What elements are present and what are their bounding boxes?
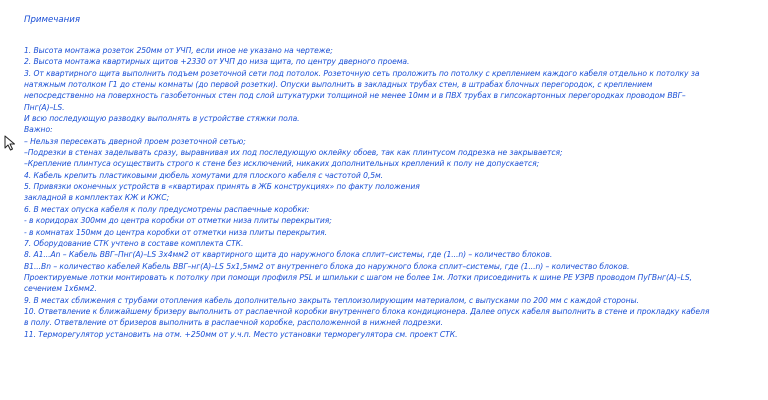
note-line: - в коридорах 300мм до центра коробки от отметки низа плиты перекрытия; bbox=[24, 216, 332, 226]
note-line: –Крепление плинтуса осуществить строго к стене без исключений, никаких дополнительных креплений к полу не допускается; bbox=[24, 159, 540, 169]
note-line: Важно: bbox=[24, 125, 53, 135]
mouse-pointer-icon bbox=[4, 135, 16, 151]
note-line: 7. Оборудование СТК учтено в составе комплекта СТК. bbox=[24, 238, 244, 248]
note-line: 9. В местах сближения с трубами отопления кабель дополнительно закрыть теплоизолирующим материалом, с выпусками по 200 мм с каждой стороны. bbox=[24, 295, 639, 305]
notes-body bbox=[24, 45, 756, 340]
note-line: 1. Высота монтажа розеток 250мм от УЧП, если иное не указано на чертеже; bbox=[24, 46, 333, 55]
note-line: натяжным потолком Г1 до стены комнаты (до первой розетки). Опуски выполнить в закладных трубах стен, в штрабах блочных перегородок, с креплением bbox=[24, 80, 653, 90]
note-line: 11. Терморегулятор установить на отм. +250мм от у.ч.п. Место установки терморегулятора см. проект СТК. bbox=[24, 329, 458, 339]
note-line: 8. А1...Аn – Кабель ВВГ–Пнг(А)–LS 3х4мм2 от квартирного щита до наружного блока сплит–системы, где (1...n) – количество блоков. bbox=[24, 250, 553, 260]
note-line: 10. Ответвление к ближайшему бризеру выполнить от распаечной коробки внутреннего блока кондиционера. Далее опуск кабеля выполнить в стене и прокладку кабеля bbox=[24, 306, 710, 316]
note-line: 2. Высота монтажа квартирных щитов +2330 от УЧП до низа щита, по центру дверного проема. bbox=[24, 57, 410, 67]
note-line: 4. Кабель крепить пластиковыми дюбель хомутами для плоского кабеля с частотой 0,5м. bbox=[24, 170, 384, 180]
note-line: непосредственно на поверхность газобетонных стен под слой штукатурки толщиной не менее 10мм и в ПВХ трубах в гипсокартонных перегородках проводом ВВГ– bbox=[24, 91, 686, 101]
note-line: сечением 1х6мм2. bbox=[24, 284, 97, 294]
note-line: Пнг(А)–LS. bbox=[24, 102, 65, 112]
note-line: И всю последующую разводку выполнять в устройстве стяжки пола. bbox=[24, 114, 300, 124]
note-line: –Подрезки в стенах заделывать сразу, выравнивая их под последующую оклейку обоев, так как плинтусом подрезка не закрывается; bbox=[24, 148, 563, 158]
note-line: 3. От квартирного щита выполнить подъем розеточной сети под потолок. Розеточную сеть проложить по потолку с креплением каждого кабеля отдельно к потолку за bbox=[24, 68, 700, 78]
note-line: В1...Вn – количество кабелей Кабель ВВГ–нг(А)–LS 5х1,5мм2 от внутреннего блока до наружного блока сплит–системы, где (1...n) – количество блоков. bbox=[24, 261, 630, 271]
note-line: закладной в комплектах КЖ и КЖС; bbox=[24, 193, 170, 203]
note-line: 6. В местах опуска кабеля к полу предусмотрены распаечные коробки: bbox=[24, 204, 310, 214]
notes-title: Примечания bbox=[24, 15, 80, 25]
note-line: - в комнатах 150мм до центра коробки от отметки низа плиты перекрытия. bbox=[24, 227, 327, 237]
note-line: 5. Привязки оконечных устройств в «квартирах принять в ЖБ конструкциях» по факту положения bbox=[24, 182, 420, 192]
note-line: Проектируемые лотки монтировать к потолку при помощи профиля PSL и шпильки с шагом не более 1м. Лотки присоединить к шине РЕ УЗРВ проводом ПуГВнг(А)–LS, bbox=[24, 272, 692, 282]
note-line: в полу. Ответвление от бризеров выполнить в распаечной коробке, расположенной в нижней подрезки. bbox=[24, 318, 443, 328]
note-line: – Нельзя пересекать дверной проем розеточной сетью; bbox=[24, 136, 246, 146]
